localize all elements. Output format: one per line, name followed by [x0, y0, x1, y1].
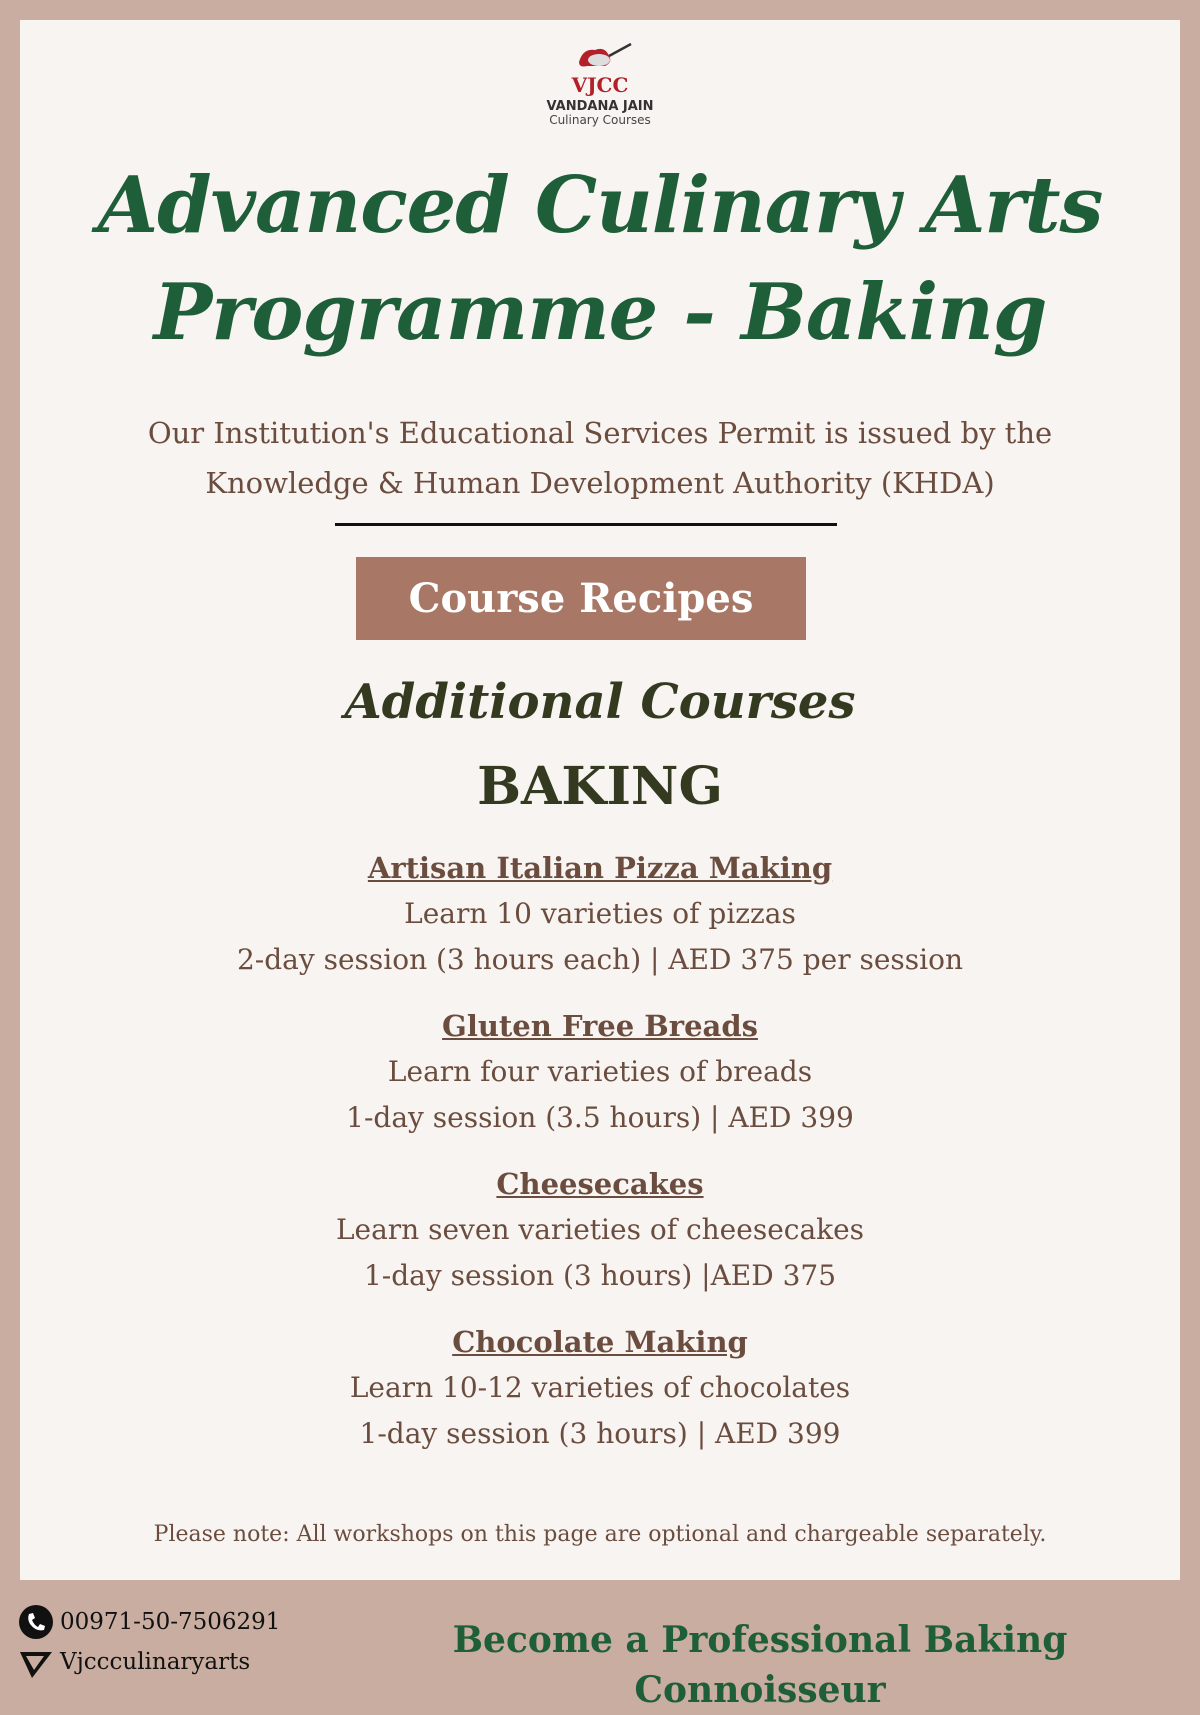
logo-name: VANDANA JAIN [546, 99, 654, 114]
phone-contact[interactable] [18, 1602, 280, 1642]
divider [335, 523, 837, 526]
course-item [0, 1319, 1200, 1457]
course-session: 1-day session (3 hours) | AED 399 [359, 1417, 841, 1450]
course-item [0, 1161, 1200, 1299]
course-item [0, 1003, 1200, 1141]
permit-line-2: Knowledge & Human Development Authority (KHDA) [205, 466, 995, 500]
course-item [0, 845, 1200, 983]
logo [0, 40, 1200, 127]
logo-subtitle: Culinary Courses [549, 113, 651, 127]
footnote: Please note: All workshops on this page are optional and chargeable separately. [153, 1522, 1047, 1547]
phone-icon [18, 1604, 54, 1640]
course-name: Cheesecakes [496, 1167, 704, 1201]
telegram-icon [18, 1644, 54, 1680]
course-list [0, 845, 1200, 1477]
tagline: Become a Professional Baking Connoisseur [452, 1619, 1068, 1711]
course-name: Gluten Free Breads [442, 1009, 758, 1043]
page-title-line-2: Programme - Baking [153, 267, 1047, 358]
social-contact[interactable] [18, 1642, 280, 1682]
course-recipes-button[interactable]: Course Recipes [356, 557, 806, 640]
course-session: 2-day session (3 hours each) | AED 375 per session [236, 943, 964, 976]
permit-line-1: Our Institution's Educational Services Permit is issued by the [147, 416, 1053, 450]
contact-info [18, 1602, 280, 1682]
course-name: Artisan Italian Pizza Making [367, 851, 833, 885]
chef-pan-icon [565, 40, 635, 98]
course-description: Learn seven varieties of cheesecakes [335, 1213, 865, 1246]
social-handle: Vjccculinaryarts [60, 1649, 251, 1675]
category-heading: BAKING [477, 756, 723, 817]
course-description: Learn four varieties of breads [387, 1055, 813, 1088]
section-heading: Additional Courses [344, 674, 856, 730]
course-name: Chocolate Making [452, 1325, 748, 1359]
course-description: Learn 10 varieties of pizzas [404, 897, 796, 930]
page-title-line-1: Advanced Culinary Arts [97, 160, 1103, 251]
phone-number: 00971-50-7506291 [60, 1609, 281, 1635]
course-description: Learn 10-12 varieties of chocolates [349, 1371, 851, 1404]
permit-statement [0, 408, 1200, 508]
course-session: 1-day session (3 hours) |AED 375 [363, 1259, 837, 1292]
course-session: 1-day session (3.5 hours) | AED 399 [346, 1101, 854, 1134]
svg-text:VJCC: VJCC [571, 73, 629, 97]
